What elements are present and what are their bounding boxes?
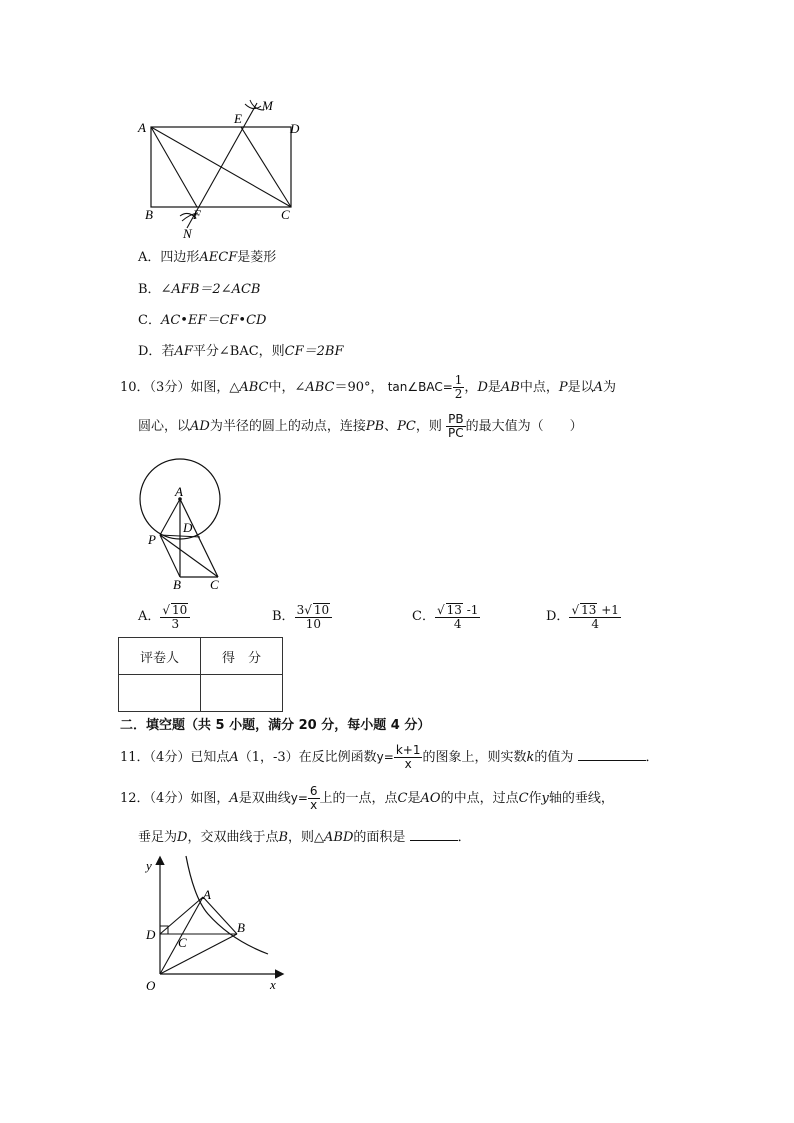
label-x: x (270, 977, 276, 992)
q12-line1: 12．（4分）如图，A是双曲线y= $\frac{6}{x}$ 上的一点，点C是AO的中点，过点C作y轴的垂线， (120, 784, 614, 812)
label-c: C (210, 577, 219, 592)
q11: 11．（4分）已知点A（1，-3）在反比例函数y= $\frac{k+1}{x}$ 的图象上，则实数k的值为 ． (120, 743, 659, 771)
q9-option-d: D．若AF平分∠BAC，则CF＝2BF (138, 344, 344, 359)
label-n: N (183, 226, 192, 241)
label-d: D (183, 520, 193, 535)
score-table (118, 637, 283, 712)
label-y: y (146, 858, 152, 873)
q10-option-c: C． $\frac{√ 13 -1}{4}$ (412, 602, 479, 631)
label-a: A (138, 120, 146, 135)
label-a: A (175, 484, 183, 499)
section-heading-fill-in: 二．填空题（共 5 小题，满分 20 分，每小题 4 分） (120, 718, 431, 733)
q12-line2: 垂足为D，交双曲线于点B，则△ABD的面积是 ． (138, 830, 471, 845)
label-p: P (148, 532, 156, 547)
segment-af (151, 127, 197, 207)
label-b: B (173, 577, 181, 592)
label-b: B (145, 207, 153, 222)
q10-option-a: A． $\frac{√ 10}{3}$ (138, 600, 190, 634)
q10-line1: 10．（3分）如图，△ABC中，∠ABC＝90°， tan∠BAC= $\frac{1}{2}$ ，D是AB中点，P是以A为 (120, 373, 617, 401)
score-cell[interactable] (201, 675, 283, 712)
label-f: F (193, 207, 201, 222)
fraction-k-plus-1-over-x: $\frac{k+1}{x}$ (395, 743, 421, 771)
label-o: O (146, 978, 156, 993)
label-e: E (234, 111, 242, 126)
segment-pb (160, 535, 180, 577)
q10-option-d: D． $\frac{√ 13 +1}{4}$ (546, 602, 619, 631)
label-m: M (262, 98, 273, 113)
label-d: D (146, 927, 156, 942)
q9-option-a: A．四边形AECF是菱形 (138, 250, 277, 265)
reviewer-cell[interactable] (119, 675, 201, 712)
figure-rectangle-abcd (130, 92, 320, 242)
label-d: D (290, 121, 300, 136)
q9-option-c: C．AC•EF＝CF•CD (138, 313, 267, 328)
q10-option-b: B． $\frac{3√ 10}{10}$ (272, 600, 332, 634)
label-c: C (281, 207, 290, 222)
q10-line2: 圆心，以AD为半径的圆上的动点，连接PB、PC，则 $\frac{PB}{PC}$ 的最大值为（ ） (138, 412, 583, 440)
figure-circle-triangle (130, 455, 240, 595)
fraction-one-half: $\frac{1}{2}$ (454, 373, 463, 401)
segment-ec (241, 127, 291, 207)
label-a: A (203, 887, 211, 902)
fraction-6-over-x: $\frac{6}{x}$ (309, 784, 318, 812)
q11-answer-blank[interactable] (578, 760, 646, 761)
segment-ap (160, 499, 180, 535)
q12-answer-blank[interactable] (410, 840, 458, 841)
label-b: B (237, 920, 245, 935)
segment-da (160, 897, 203, 934)
label-c: C (178, 935, 187, 950)
segment-ab (203, 897, 237, 934)
fraction-pb-over-pc: $\frac{PB}{PC}$ (448, 412, 464, 440)
figure-hyperbola-coordinate (136, 850, 296, 995)
segment-pc (160, 535, 218, 577)
score-header: 得 分 (201, 638, 283, 675)
reviewer-header: 评卷人 (119, 638, 201, 675)
q9-option-b: B．∠AFB＝2∠ACB (138, 282, 261, 297)
